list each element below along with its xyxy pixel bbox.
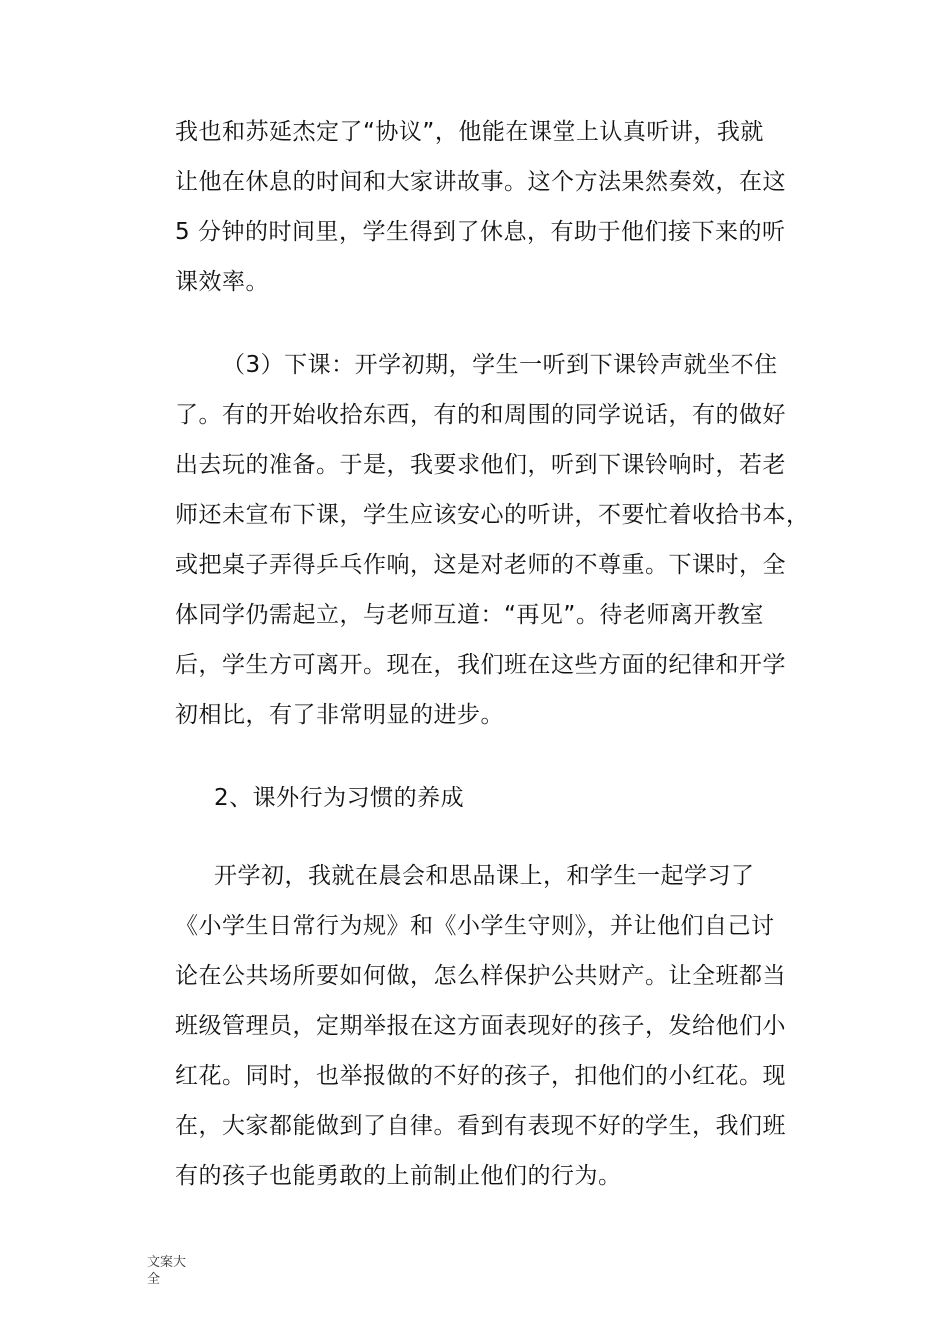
footer-watermark: 文案大全 xyxy=(147,1255,187,1287)
paragraph-2-line-3: 出去玩的准备。于是，我要求他们，听到下课铃响时，若老 xyxy=(175,452,786,478)
paragraph-2-line-8: 初相比，有了非常明显的进步。 xyxy=(175,702,504,728)
paragraph-4-line-3: 论在公共场所要如何做，怎么样保护公共财产。让全班都当 xyxy=(175,963,786,989)
paragraph-2-line-6: 体同学仍需起立，与老师互道：“再见”。待老师离开教室 xyxy=(175,602,764,628)
paragraph-2-line-7: 后，学生方可离开。现在，我们班在这些方面的纪律和开学 xyxy=(175,652,786,678)
paragraph-4-line-6: 在，大家都能做到了自律。看到有表现不好的学生，我们班 xyxy=(175,1113,786,1139)
paragraph-2-line-4: 师还未宣布下课，学生应该安心的听讲，不要忙着收拾书本， xyxy=(175,502,810,528)
paragraph-4-line-5: 红花。同时，也举报做的不好的孩子，扣他们的小红花。现 xyxy=(175,1063,786,1089)
paragraph-4-line-1: 开学初，我就在晨会和思品课上，和学生一起学习了 xyxy=(214,863,755,889)
paragraph-2-line-1: （3）下课：开学初期，学生一听到下课铃声就坐不住 xyxy=(222,352,778,378)
paragraph-4-line-4: 班级管理员，定期举报在这方面表现好的孩子，发给他们小 xyxy=(175,1013,786,1039)
paragraph-1-line-1: 我也和苏延杰定了“协议”，他能在课堂上认真听讲，我就 xyxy=(175,119,764,145)
paragraph-2-line-5: 或把桌子弄得乒乓作响，这是对老师的不尊重。下课时，全 xyxy=(175,552,786,578)
section-heading: 2、课外行为习惯的养成 xyxy=(214,785,465,811)
paragraph-2-line-2: 了。有的开始收拾东西，有的和周围的同学说话，有的做好 xyxy=(175,402,786,428)
paragraph-1-line-2: 让他在休息的时间和大家讲故事。这个方法果然奏效，在这 xyxy=(175,169,786,195)
paragraph-1-line-4: 课效率。 xyxy=(175,269,269,295)
paragraph-4-line-7: 有的孩子也能勇敢的上前制止他们的行为。 xyxy=(175,1163,622,1189)
paragraph-4-line-2: 《小学生日常行为规》和《小学生守则》，并让他们自己讨 xyxy=(175,913,775,939)
paragraph-1-line-3: 5 分钟的时间里，学生得到了休息，有助于他们接下来的听 xyxy=(175,219,786,245)
